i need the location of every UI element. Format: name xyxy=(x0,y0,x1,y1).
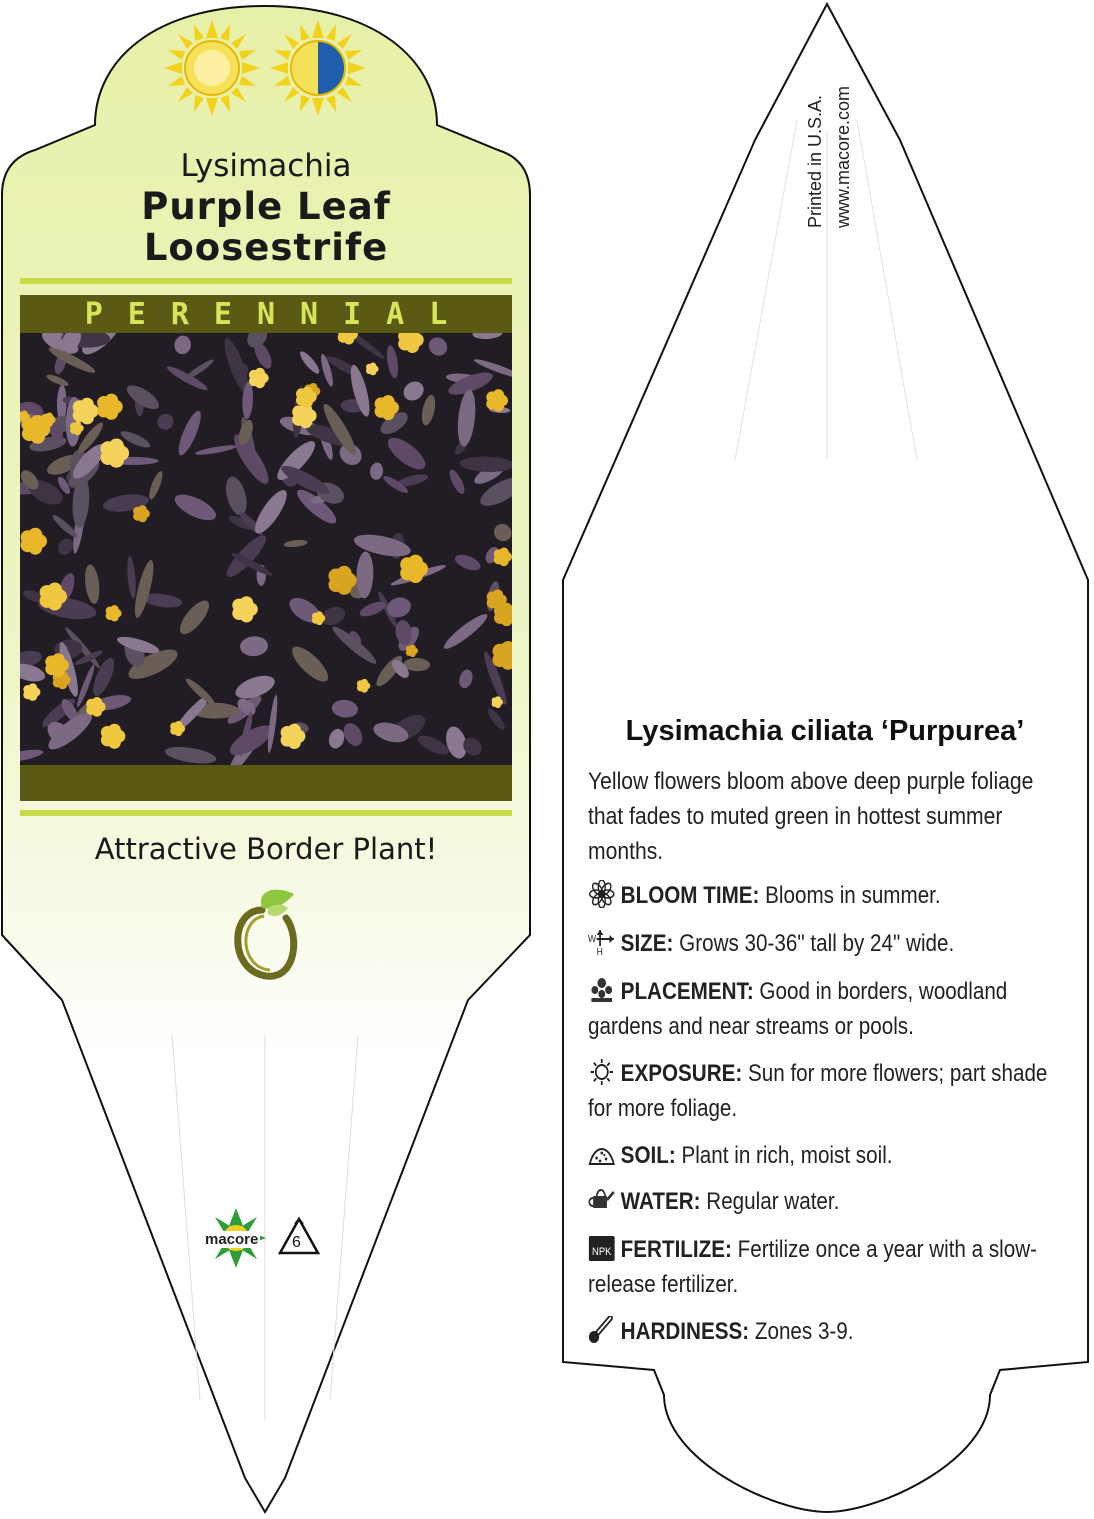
thermometer-icon xyxy=(588,1318,621,1345)
brand-name: macore xyxy=(205,1231,259,1248)
plant-photo xyxy=(20,333,512,765)
flower-icon xyxy=(588,882,621,909)
care-item-placement xyxy=(588,974,1088,1044)
care-item-text: Regular water. xyxy=(706,1188,840,1215)
care-item-bloom-time xyxy=(588,878,1088,913)
common-name-line1: Purple Leaf xyxy=(141,185,391,228)
care-item-soil xyxy=(588,1138,1088,1173)
common-name xyxy=(20,186,512,268)
botanical-name: Lysimachia ciliata ‘Purpurea’ xyxy=(625,715,1025,747)
printer-info xyxy=(795,60,865,230)
part-sun-icon xyxy=(270,20,366,116)
size-w-letter: W xyxy=(588,933,597,945)
care-item-text: Fertilize once a year with a slow-release fertilizer. xyxy=(588,1236,1038,1298)
full-sun-icon xyxy=(164,20,260,116)
plant-photo-image xyxy=(20,333,512,765)
category-label: PERENNIAL xyxy=(84,297,473,332)
website: www.macore.com xyxy=(833,85,853,228)
care-item-text: Blooms in summer. xyxy=(765,882,941,909)
care-item-label: EXPOSURE: xyxy=(620,1060,748,1087)
care-item-label: SOIL: xyxy=(620,1142,682,1169)
care-item-size xyxy=(588,926,1088,961)
common-name-line2: Loosestrife xyxy=(143,226,389,269)
size-h-letter: H xyxy=(596,946,603,956)
care-item-label: SIZE: xyxy=(620,930,680,957)
npk-icon-text: NPK xyxy=(592,1246,612,1259)
sun-outline-icon xyxy=(588,1060,621,1087)
care-item-water xyxy=(588,1184,1088,1219)
care-item-label: BLOOM TIME: xyxy=(620,882,766,909)
yellow-flower xyxy=(493,641,513,670)
care-item-fertilize xyxy=(588,1232,1088,1302)
npk-icon xyxy=(588,1236,621,1263)
care-item-text: Zones 3-9. xyxy=(754,1318,854,1345)
care-item-label: HARDINESS: xyxy=(620,1318,755,1345)
recycle-code: 6 xyxy=(292,1234,301,1251)
description: Yellow flowers bloom above deep purple foliage that fades to muted green in hottest summer months. xyxy=(588,768,1034,865)
watering-can-icon xyxy=(588,1188,621,1215)
printed-in: Printed in U.S.A. xyxy=(805,94,825,228)
size-icon xyxy=(588,930,621,957)
care-item-hardiness xyxy=(588,1314,1088,1349)
placement-icon xyxy=(588,978,621,1005)
yellow-flower xyxy=(494,603,512,626)
care-item-text: Sun for more flowers; part shade for more foliage. xyxy=(588,1060,1048,1122)
tagline: Attractive Border Plant! xyxy=(94,832,438,866)
care-item-text: Good in borders, woodland gardens and near streams or pools. xyxy=(588,978,1008,1040)
photo-bottom-bar xyxy=(20,765,512,801)
care-item-text: Grows 30-36" tall by 24" wide. xyxy=(679,930,955,957)
care-item-label: FERTILIZE: xyxy=(620,1236,738,1263)
care-item-exposure xyxy=(588,1056,1088,1126)
care-item-label: PLACEMENT: xyxy=(620,978,760,1005)
care-item-text: Plant in rich, moist soil. xyxy=(681,1142,893,1169)
care-item-label: WATER: xyxy=(620,1188,707,1215)
species-name: Lysimachia xyxy=(180,148,352,184)
soil-icon xyxy=(588,1142,621,1169)
